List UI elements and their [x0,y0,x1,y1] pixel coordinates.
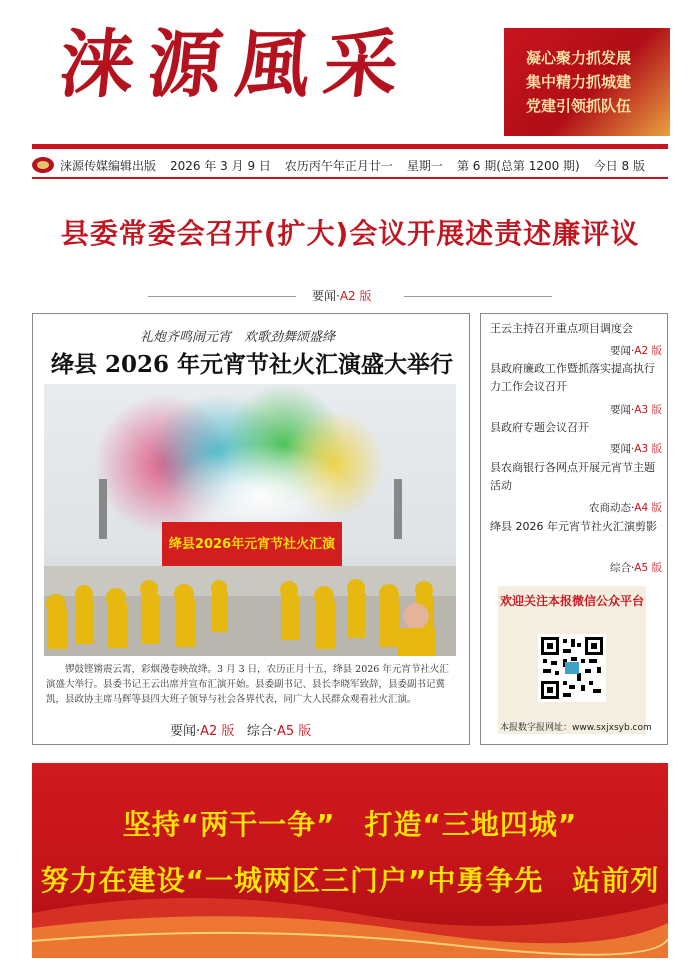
ref-label: 农商动态· [588,502,635,514]
weekday: 星期一 [406,158,443,173]
ref-page: A3 版 [634,404,662,416]
masthead-rule [32,144,668,149]
digital-edition-url[interactable]: 本报数字报网址：www.sxjxsyb.com [500,723,652,733]
sidebar-item-title[interactable]: 县农商银行各网点开展元宵节主题活动 [490,461,655,492]
banner-slogan-line: 努力在建设“一城两区三门户”中勇争先 站前列 [40,864,660,897]
ref-page: A2 版 [339,289,372,303]
sidebar-item-ref[interactable] [610,560,662,575]
issue-number: 第 6 期(总第 1200 期) [456,158,580,173]
feature-title[interactable]: 绛县 2026 年元宵节社火汇演盛大举行 [50,351,454,378]
ref-page: A5 版 [276,724,312,739]
sidebar-item-title[interactable]: 绛县 2026 年元宵节社火汇演剪影 [490,520,657,533]
divider [148,296,296,297]
ref-page: A2 版 [634,345,662,357]
ref-page: A2 版 [200,724,235,739]
publisher: 涞源传媒编辑出版 [60,158,157,173]
lead-headline[interactable]: 县委常委会召开(扩大)会议开展述责述廉评议 [60,217,640,250]
ref-page: A3 版 [634,443,662,455]
ref-page: A5 版 [634,562,662,574]
sidebar-item-title[interactable]: 县政府专题会议召开 [490,421,589,434]
feature-photo[interactable] [44,384,456,656]
ref-label: 综合· [609,562,635,574]
lead-page-ref[interactable] [312,287,372,304]
ref-label: 要闻· [609,345,635,357]
page-count: 今日 8 版 [593,158,645,173]
divider [404,296,552,297]
slogan-line: 凝心聚力抓发展 [526,49,632,67]
feature-caption: 锣鼓铿锵震云霄，彩烟漫卷映故绛。3 月 3 日，农历正月十五，绛县 2026 年元宵节社火汇演盛大举行。县委书记王云出席并宣布汇演开始。县委副书记、县长李晓军致辞，县委副书记冀凯，县政协主席马辉等县四大班子领导与社会各界代表，同广大人民群众观看社火汇演。 [46,664,449,705]
sidebar-item-ref[interactable] [589,500,662,515]
festival-photo-illustration [44,384,456,656]
feature-page-refs[interactable] [170,720,311,739]
qr-code-graphic [541,637,603,699]
feature-kicker: 礼炮齐鸣闹元宵 欢歌劲舞颂盛绛 [140,330,336,345]
ref-label: 要闻· [609,443,635,455]
sidebar-item-ref[interactable] [610,343,662,358]
photo-stage-banner: 绛县2026年元宵节社火汇演 [168,537,336,552]
sidebar-item-title[interactable]: 县政府廉政工作暨抓落实提高执行力工作会议召开 [490,362,655,393]
sidebar-item-ref[interactable] [610,402,662,417]
issue-info-bar [32,154,668,176]
slogan-line: 党建引领抓队伍 [526,97,632,115]
ref-label: 要闻· [170,724,201,739]
issue-date: 2026 年 3 月 9 日 [170,158,271,173]
slogan-box [504,28,670,136]
ref-page: A4 版 [634,502,662,514]
banner-slogan-line: 坚持“两干一争” 打造“三地四城” [122,808,578,841]
publisher-logo-icon [32,157,54,173]
ref-label: 要闻· [609,404,635,416]
sidebar-item-title[interactable]: 王云主持召开重点项目调度会 [490,322,633,335]
lunar-date: 农历丙午年正月廿一 [284,158,393,173]
qr-code-icon[interactable] [538,634,606,702]
ref-label: 综合· [246,724,277,739]
infobar-rule [32,177,668,179]
qr-title: 欢迎关注本报微信公众平台 [499,594,644,608]
bottom-slogan-banner [32,763,668,958]
sidebar-item-ref[interactable] [610,441,662,456]
masthead-title: 涞源風采 [55,22,417,108]
ref-label: 要闻· [312,289,340,303]
slogan-line: 集中精力抓城建 [526,73,632,91]
